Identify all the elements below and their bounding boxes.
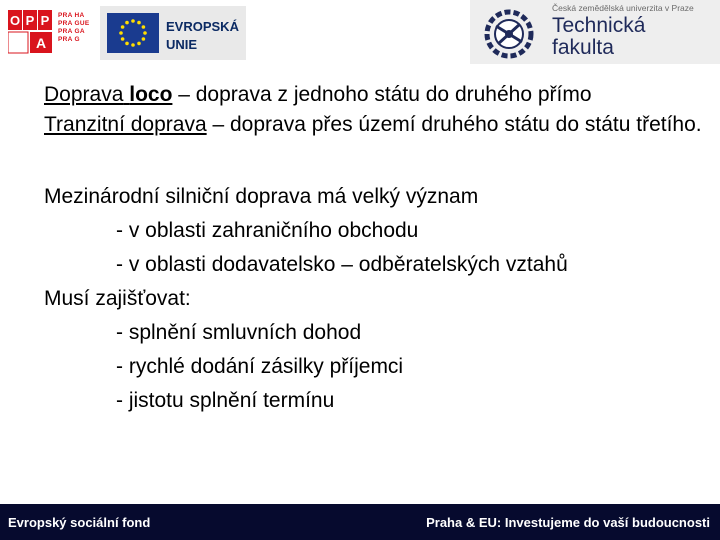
opp-letter-p1: P: [25, 13, 35, 28]
footer-left-text: Evropský sociální fond: [8, 515, 151, 530]
eu-text-line-2: UNIE: [166, 37, 198, 52]
must-item-1: - splnění smluvních dohod: [116, 321, 362, 344]
praha-line-1: PRA HA: [58, 12, 85, 19]
praha-line-2: PRA GUE: [58, 20, 90, 27]
term-loco: loco: [129, 83, 173, 106]
eu-text: [166, 18, 239, 54]
slide-header: [0, 0, 720, 70]
definition-tranzit: [44, 110, 704, 140]
definition-loco-text: – doprava z jednoho státu do druhého přímo: [172, 83, 592, 106]
eu-logo: [100, 6, 246, 60]
university-name: Česká zemědělská univerzita v Praze: [552, 3, 694, 13]
faculty-title-line-1: Technická: [552, 14, 646, 37]
praha-line-4: PRA G: [58, 36, 80, 43]
must-heading: Musí zajišťovat:: [44, 287, 191, 310]
praha-logo: [58, 12, 96, 52]
term-doprava: Doprava: [44, 83, 124, 106]
significance-item-2: - v oblasti dodavatelsko – odběratelských vztahů: [116, 253, 568, 276]
term-tranzitni-doprava: Tranzitní doprava: [44, 113, 207, 136]
slide-footer: [0, 504, 720, 540]
significance-heading: Mezinárodní silniční doprava má velký význam: [44, 185, 479, 208]
opp-letter-o: O: [9, 13, 21, 28]
spacer: [44, 140, 704, 180]
must-item-2: - rychlé dodání zásilky příjemci: [116, 355, 404, 378]
praha-line-3: PRA GA: [58, 28, 85, 35]
opp-letter-a: A: [35, 35, 47, 51]
footer-right-text: Praha & EU: Investujeme do vaší budoucnosti: [426, 515, 710, 530]
definition-loco: [44, 80, 704, 110]
faculty-title: [552, 15, 645, 59]
eu-flag-icon: [107, 13, 159, 53]
significance-item-1: - v oblasti zahraničního obchodu: [116, 219, 419, 242]
must-item-3: - jistotu splnění termínu: [116, 389, 335, 412]
opp-logo-graphic: [8, 10, 54, 54]
opp-letter-p2: P: [40, 13, 50, 28]
eu-text-line-1: EVROPSKÁ: [166, 19, 239, 34]
opp-logo: [8, 10, 54, 54]
technicka-fakulta-logo: [470, 0, 720, 64]
gear-emblem-icon: [480, 6, 538, 60]
slide-content: [44, 80, 704, 418]
faculty-title-line-2: fakulta: [552, 36, 614, 59]
definition-tranzit-text: – doprava přes území druhého státu do státu třetího.: [206, 113, 702, 136]
